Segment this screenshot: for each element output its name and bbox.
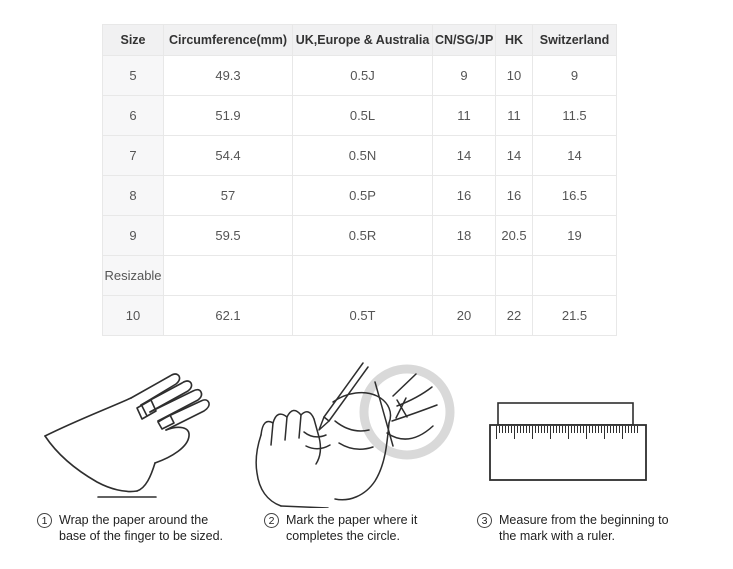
cell-hk: 22 [496,296,533,336]
paper-strip [498,403,633,425]
step-1-caption [37,512,223,544]
cell-ch: 19 [533,216,617,256]
table-row [103,56,617,96]
table-row-resizable [103,256,617,296]
cell-hk: 11 [496,96,533,136]
cell-circumference: 54.4 [164,136,293,176]
cell-ch: 16.5 [533,176,617,216]
cell-cn: 9 [433,56,496,96]
cell-uk: 0.5J [293,56,433,96]
table-row [103,96,617,136]
cell-cn [433,256,496,296]
cell-cn: 11 [433,96,496,136]
col-header-hk: HK [496,25,533,56]
table-row [103,136,617,176]
cell-hk: 20.5 [496,216,533,256]
table-header-row [103,25,617,56]
cell-cn: 14 [433,136,496,176]
cell-ch [533,256,617,296]
cell-cn: 16 [433,176,496,216]
hands-marking-paper-icon [246,360,458,508]
cell-uk: 0.5R [293,216,433,256]
table-row [103,216,617,256]
step-1-text: Wrap the paper around the base of the finger to be sized. [59,513,223,543]
cell-ch: 21.5 [533,296,617,336]
step-3-text: Measure from the beginning to the mark with a ruler. [499,513,669,543]
cell-size: 10 [103,296,164,336]
cell-ch: 11.5 [533,96,617,136]
cell-circumference: 51.9 [164,96,293,136]
step-3-number-badge: 3 [477,513,492,528]
step-1-number-badge: 1 [37,513,52,528]
cell-hk: 10 [496,56,533,96]
cell-size: 8 [103,176,164,216]
col-header-size: Size [103,25,164,56]
hand-with-paper-strip-icon [40,366,230,504]
cell-size: 9 [103,216,164,256]
cell-size: Resizable [103,256,164,296]
cell-ch: 14 [533,136,617,176]
ruler-with-paper-icon [487,396,649,484]
cell-uk [293,256,433,296]
cell-circumference: 49.3 [164,56,293,96]
cell-circumference: 59.5 [164,216,293,256]
cell-hk: 14 [496,136,533,176]
step-2-caption [264,512,417,544]
col-header-circumference: Circumference(mm) [164,25,293,56]
cell-circumference [164,256,293,296]
cell-circumference: 62.1 [164,296,293,336]
step-2-text: Mark the paper where it completes the circle. [286,513,418,543]
step-2-number-badge: 2 [264,513,279,528]
cell-circumference: 57 [164,176,293,216]
col-header-uk-europe-australia: UK,Europe & Australia [293,25,433,56]
ring-size-table [102,24,617,336]
cell-uk: 0.5T [293,296,433,336]
cell-ch: 9 [533,56,617,96]
cell-hk [496,256,533,296]
cell-cn: 18 [433,216,496,256]
table-row [103,176,617,216]
cell-cn: 20 [433,296,496,336]
cell-size: 6 [103,96,164,136]
table-row [103,296,617,336]
cell-uk: 0.5N [293,136,433,176]
cell-size: 7 [103,136,164,176]
cell-uk: 0.5P [293,176,433,216]
step-3-caption [477,512,669,544]
cell-uk: 0.5L [293,96,433,136]
col-header-switzerland: Switzerland [533,25,617,56]
cell-hk: 16 [496,176,533,216]
cell-size: 5 [103,56,164,96]
col-header-cn-sg-jp: CN/SG/JP [433,25,496,56]
